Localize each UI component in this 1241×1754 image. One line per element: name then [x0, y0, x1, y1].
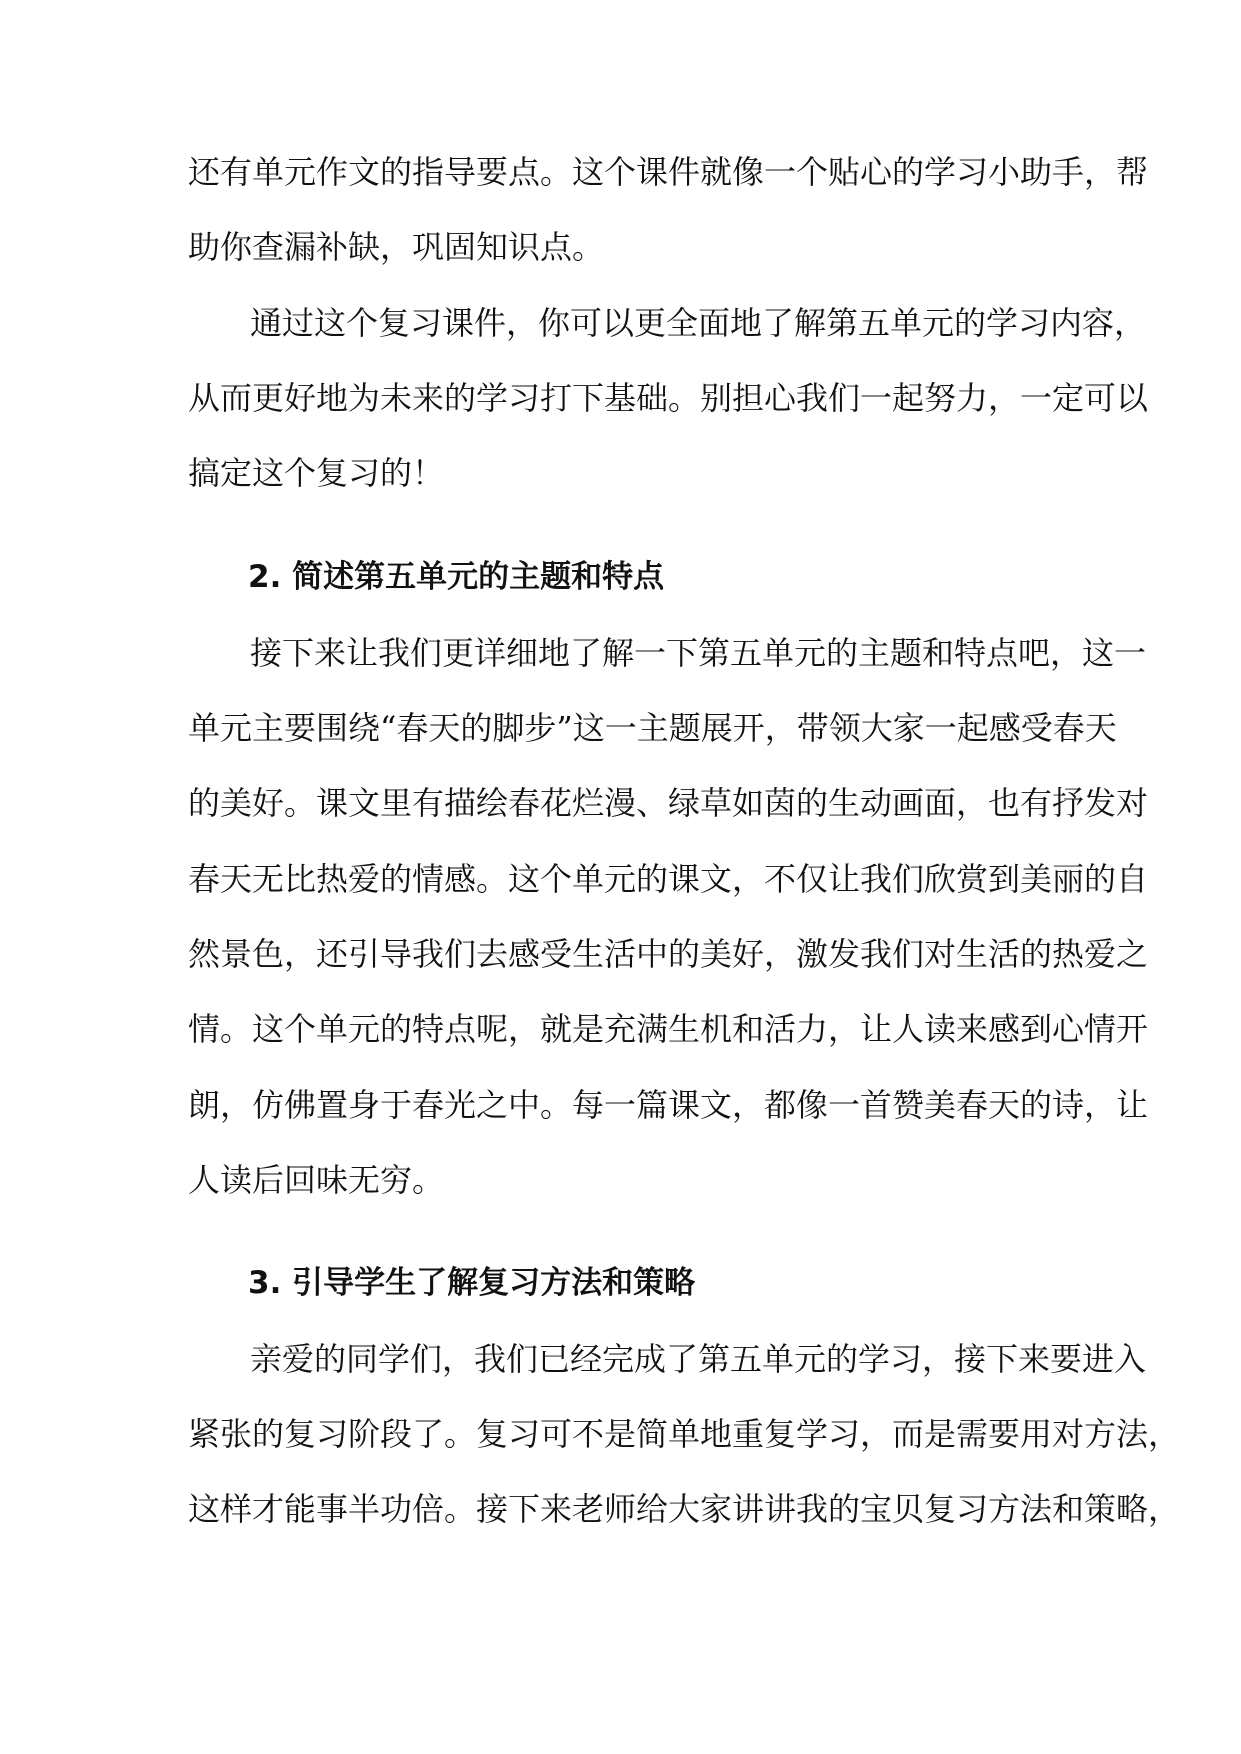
paragraph-line: 助你查漏补缺，巩固知识点。	[188, 228, 605, 266]
paragraph-line: 这样才能事半功倍。接下来老师给大家讲讲我的宝贝复习方法和策略，	[188, 1490, 1181, 1528]
section-heading: 3. 引导学生了解复习方法和策略	[248, 1265, 696, 1301]
paragraph-line: 紧张的复习阶段了。复习可不是简单地重复学习，而是需要用对方法，	[188, 1415, 1181, 1453]
paragraph-line: 的美好。课文里有描绘春花烂漫、绿草如茵的生动画面，也有抒发对	[188, 784, 1149, 822]
paragraph-line: 人读后回味无穷。	[188, 1161, 445, 1199]
paragraph-line: 情。这个单元的特点呢，就是充满生机和活力，让人读来感到心情开	[188, 1010, 1149, 1048]
paragraph-line: 还有单元作文的指导要点。这个课件就像一个贴心的学习小助手，帮	[188, 153, 1149, 191]
paragraph-line: 然景色，还引导我们去感受生活中的美好，激发我们对生活的热爱之	[188, 935, 1149, 973]
paragraph-line: 亲爱的同学们，我们已经完成了第五单元的学习，接下来要进入	[250, 1340, 1147, 1378]
section-heading: 2. 简述第五单元的主题和特点	[248, 559, 665, 595]
paragraph-line: 朗，仿佛置身于春光之中。每一篇课文，都像一首赞美春天的诗，让	[188, 1086, 1149, 1124]
paragraph-line: 从而更好地为未来的学习打下基础。别担心我们一起努力，一定可以	[188, 379, 1149, 417]
paragraph-line: 搞定这个复习的！	[188, 454, 445, 492]
paragraph-line: 春天无比热爱的情感。这个单元的课文，不仅让我们欣赏到美丽的自	[188, 860, 1149, 898]
paragraph-line: 通过这个复习课件，你可以更全面地了解第五单元的学习内容，	[250, 304, 1147, 342]
paragraph-line: 接下来让我们更详细地了解一下第五单元的主题和特点吧，这一	[250, 634, 1147, 672]
paragraph-line: 单元主要围绕“春天的脚步”这一主题展开，带领大家一起感受春天	[188, 709, 1117, 747]
